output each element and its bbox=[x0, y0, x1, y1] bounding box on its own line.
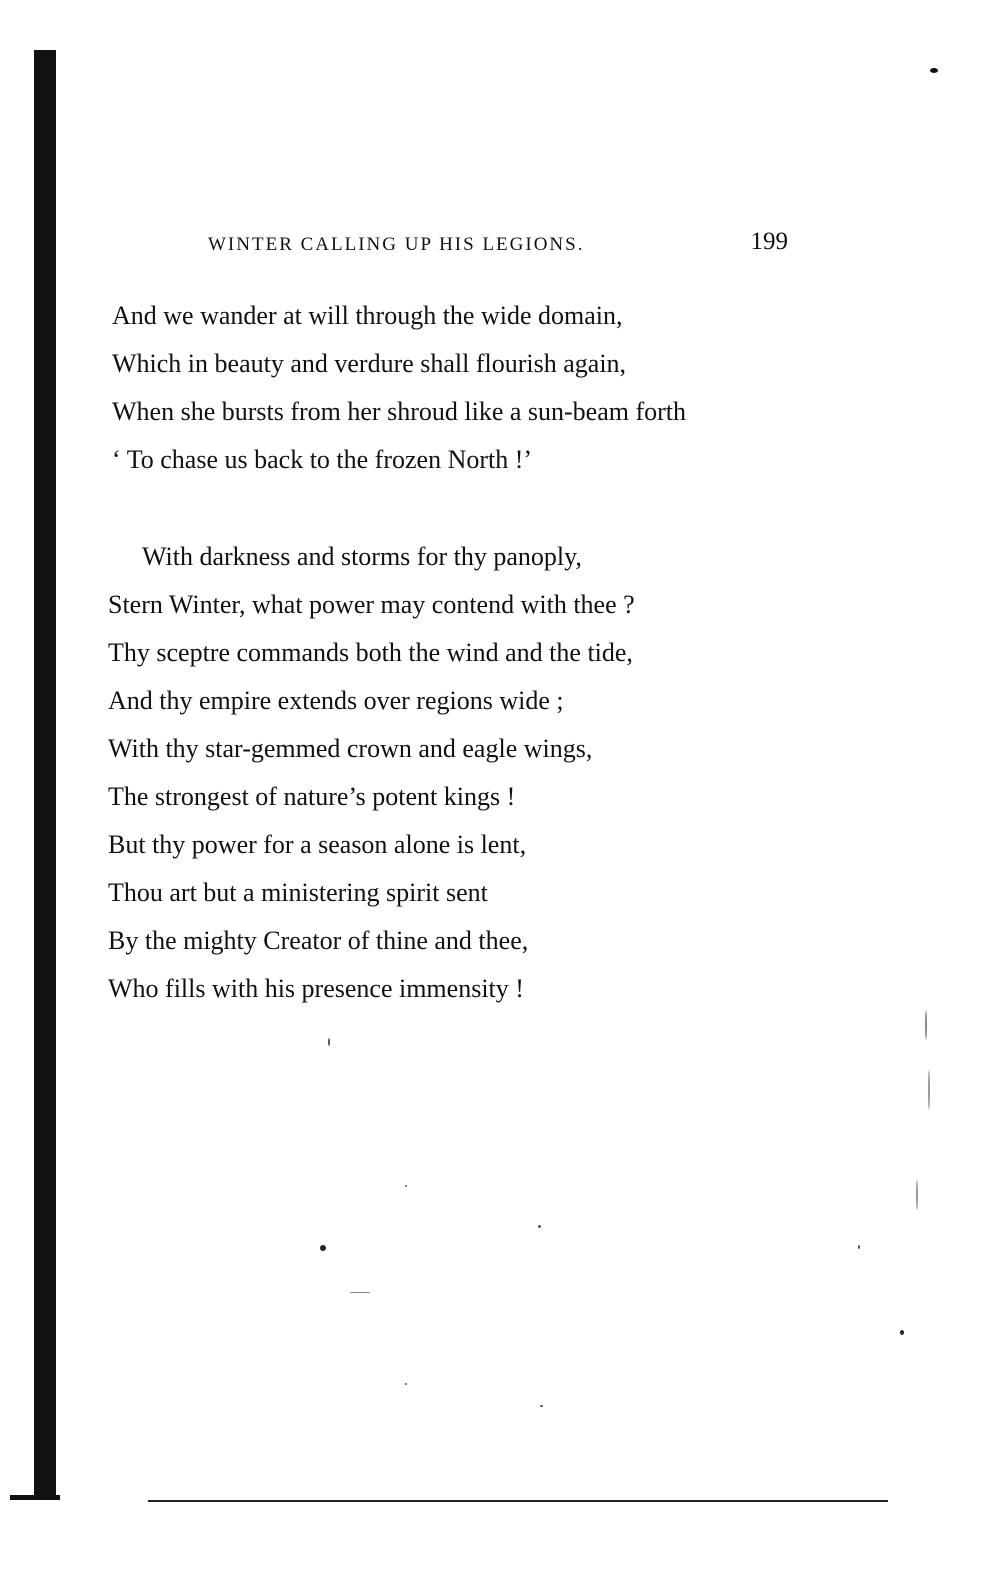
scan-speck bbox=[405, 1185, 407, 1187]
running-title: WINTER CALLING UP HIS LEGIONS. bbox=[208, 234, 585, 255]
binding-edge-foot bbox=[10, 1495, 60, 1500]
verse-line: By the mighty Creator of thine and thee, bbox=[108, 926, 529, 955]
verse-line: With darkness and storms for thy panoply, bbox=[142, 542, 582, 571]
bottom-rule bbox=[148, 1500, 888, 1502]
verse-line: Thy sceptre commands both the wind and the tide, bbox=[108, 638, 633, 667]
scan-speck bbox=[900, 1330, 904, 1335]
verse-line: Thou art but a ministering spirit sent bbox=[108, 878, 488, 907]
verse-line: Stern Winter, what power may contend with thee ? bbox=[108, 590, 635, 619]
verse-line: And we wander at will through the wide domain, bbox=[112, 301, 623, 330]
stanza-2 bbox=[108, 533, 635, 1013]
scan-speck bbox=[320, 1245, 326, 1251]
scan-speck bbox=[538, 1225, 541, 1228]
stanza-1 bbox=[112, 292, 686, 484]
scan-speck bbox=[858, 1245, 860, 1249]
verse-line: Which in beauty and verdure shall flourish again, bbox=[112, 349, 627, 378]
scan-speck bbox=[405, 1383, 407, 1385]
scan-speck bbox=[540, 1405, 543, 1407]
verse-line: When she bursts from her shroud like a sun-beam forth bbox=[112, 397, 687, 426]
scan-speck bbox=[930, 68, 938, 73]
scan-speck bbox=[328, 1038, 330, 1046]
verse-line: Who fills with his presence immensity ! bbox=[108, 974, 524, 1003]
scan-speck bbox=[928, 1070, 930, 1110]
binding-edge bbox=[34, 50, 56, 1495]
verse-line: ‘ To chase us back to the frozen North !’ bbox=[112, 445, 533, 474]
scan-speck bbox=[350, 1292, 370, 1293]
verse-line: The strongest of nature’s potent kings ! bbox=[108, 782, 516, 811]
verse-line: With thy star-gemmed crown and eagle wings, bbox=[108, 734, 593, 763]
scan-speck bbox=[925, 1010, 927, 1040]
verse-line: But thy power for a season alone is lent, bbox=[108, 830, 527, 859]
verse-line: And thy empire extends over regions wide ; bbox=[108, 686, 564, 715]
page-number: 199 bbox=[750, 228, 788, 255]
scan-speck bbox=[916, 1180, 918, 1210]
running-head bbox=[208, 228, 788, 262]
